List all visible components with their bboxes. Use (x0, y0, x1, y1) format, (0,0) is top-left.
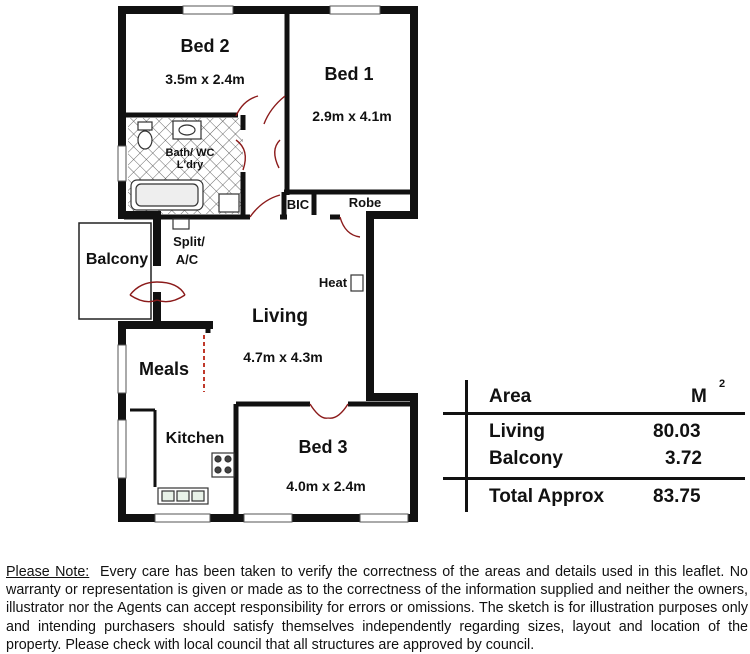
area-row-value-living: 80.03 (653, 421, 701, 442)
area-row-value-balcony: 3.72 (665, 448, 702, 469)
meals-label: Meals (138, 359, 190, 379)
area-total-value: 83.75 (653, 486, 701, 507)
area-header-unit: M (691, 386, 707, 407)
heat-label: Heat (318, 275, 348, 290)
living-size: 4.7m x 4.3m (243, 349, 323, 365)
bed2-size: 3.5m x 2.4m (165, 71, 245, 87)
bed3-name: Bed 3 (298, 437, 348, 457)
bed1-name: Bed 1 (324, 64, 374, 84)
area-row-label-balcony: Balcony (489, 448, 563, 469)
area-table-rule-header (443, 412, 745, 415)
bath-label-line1: Bath/ WC (165, 147, 215, 159)
balcony-outline (79, 223, 151, 319)
robe-label: Robe (348, 195, 382, 210)
area-table-rule-total (443, 477, 745, 480)
note-text: Every care has been taken to verify the correctness of the areas and details used in this leaflet. No warranty or representation is given or made as to the correctness of the information supplied and neither the owners, illustrator nor the Agents can accept responsibility for errors or omissions. The sketch is for illustration purposes only and intending purchasers should satisfy themselves independently regarding sizes, layout and location of the property. Please check with local council that all structures are approved by council. (6, 564, 748, 653)
note-heading: Please Note: (6, 564, 90, 580)
area-table-rule-vertical (465, 380, 468, 512)
bic-label: BIC (286, 197, 310, 212)
area-total-label: Total Approx (489, 486, 605, 507)
balcony-label: Balcony (85, 251, 149, 268)
area-table (443, 378, 745, 516)
living-name: Living (252, 306, 308, 327)
kitchen-label: Kitchen (165, 430, 225, 447)
area-header-label: Area (489, 386, 532, 407)
bed1-size: 2.9m x 4.1m (312, 108, 392, 124)
bed3-size: 4.0m x 2.4m (286, 478, 366, 494)
area-row-label-living: Living (489, 421, 545, 442)
disclaimer-note (6, 563, 748, 654)
bath-label-line2: L'dry (176, 159, 204, 171)
split-ac-label-line2: A/C (175, 252, 199, 267)
split-ac-label-line1: Split/ (173, 234, 205, 249)
area-header-unit-superscript: 2 (719, 378, 726, 390)
bed2-name: Bed 2 (180, 36, 230, 56)
